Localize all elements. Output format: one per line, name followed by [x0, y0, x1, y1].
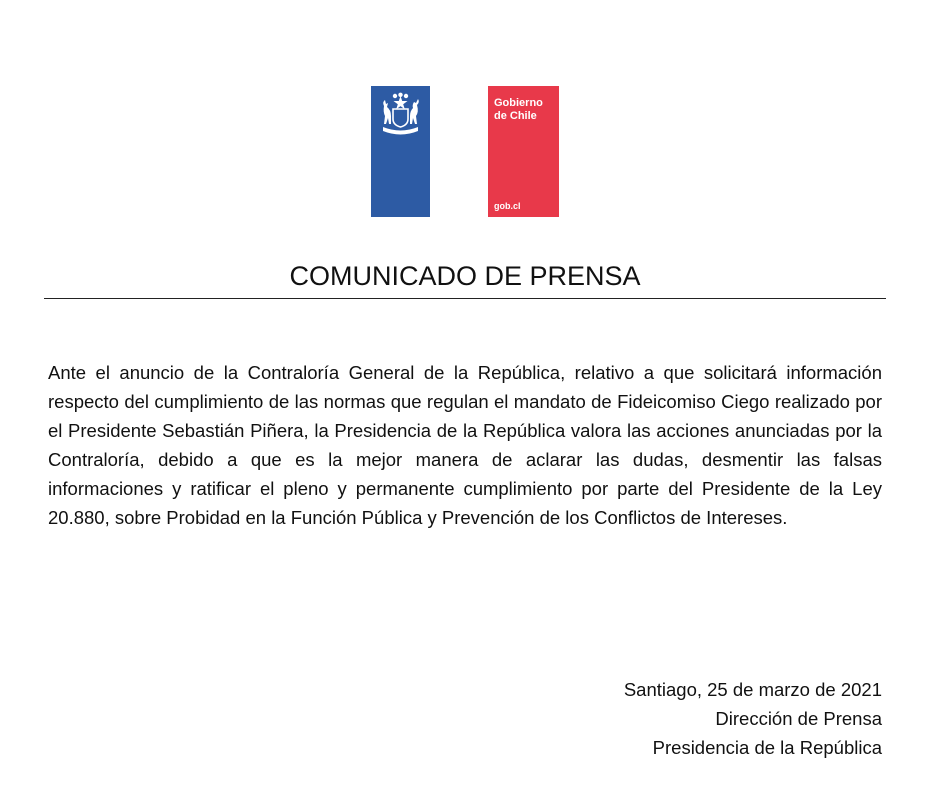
signature-block — [624, 675, 882, 762]
logo-name: Gobierno de Chile — [494, 97, 543, 122]
department: Dirección de Prensa — [715, 708, 882, 729]
coat-of-arms-icon — [377, 92, 424, 138]
organization: Presidencia de la República — [652, 737, 882, 758]
page-title: COMUNICADO DE PRENSA — [289, 261, 641, 291]
logo-url: gob.cl — [494, 201, 521, 211]
header-logos — [371, 86, 559, 217]
chile-blue-logo — [371, 86, 430, 217]
gobierno-de-chile-logo — [488, 86, 559, 217]
place-date: Santiago, 25 de marzo de 2021 — [623, 679, 882, 700]
title-divider — [44, 298, 886, 299]
press-release-body: Ante el anuncio de la Contraloría General de la República, relativo a que solicitará información respecto del cumplimiento de las normas que regulan el mandato de Fideicomiso Ciego realizado por el Presidente Sebastián Piñera, la Presidencia de la República valora las acciones anunciadas por la Contraloría, debido a que es la mejor manera de aclarar las dudas, desmentir las falsas informaciones y ratificar el pleno y permanente cumplimiento por parte del Presidente de la Ley 20.880, sobre Probidad en la Función Pública y Prevención de los Conflictos de Intereses. — [48, 362, 882, 528]
